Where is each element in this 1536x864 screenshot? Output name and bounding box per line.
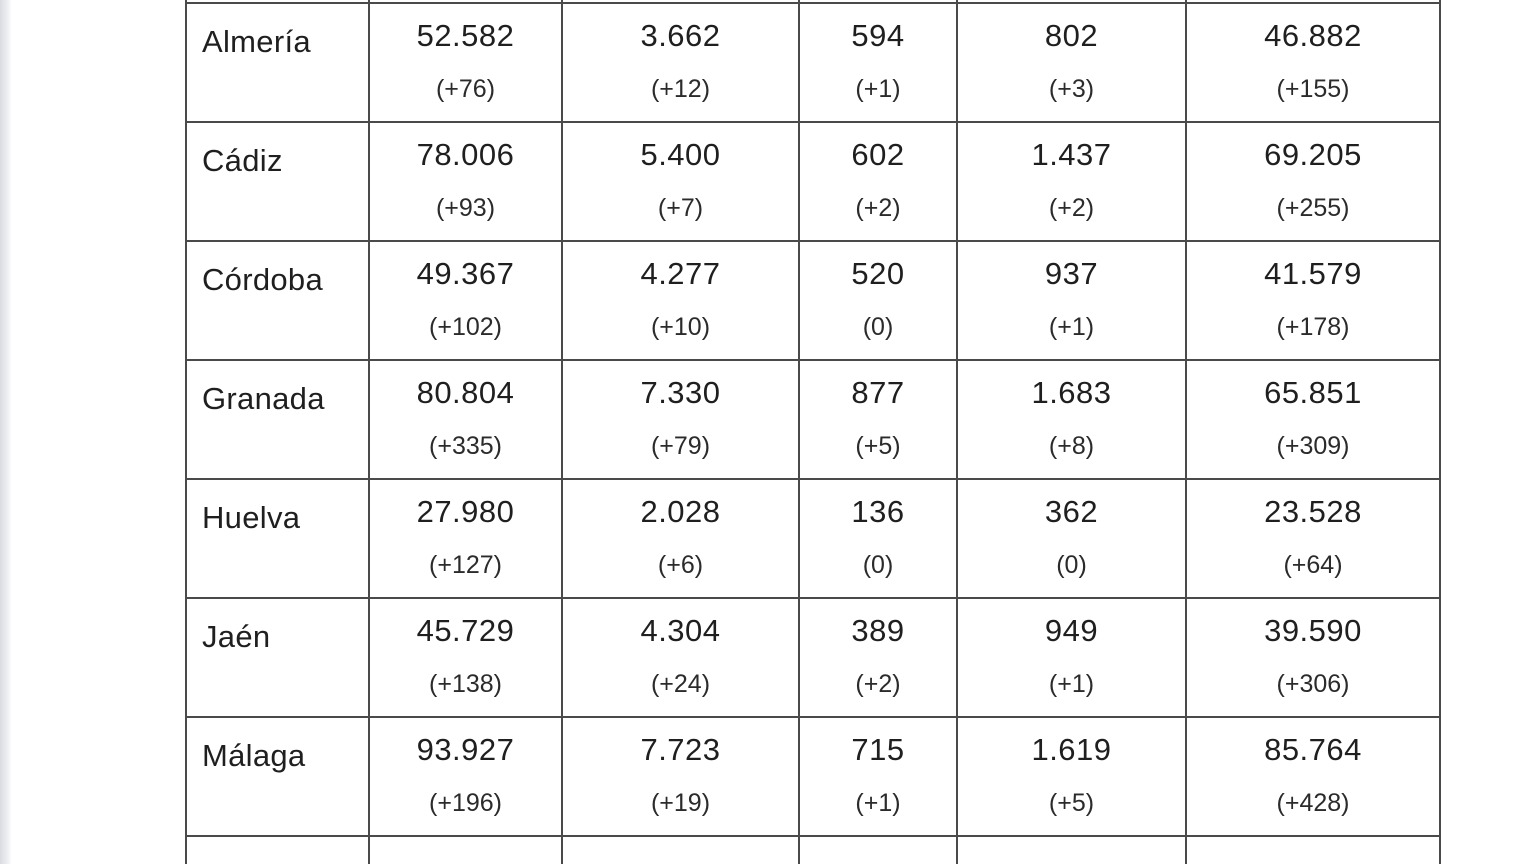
province-cell: [186, 3, 369, 122]
province-cell: [186, 598, 369, 717]
cell-value: 45.729: [416, 613, 515, 648]
table-row: [186, 717, 1440, 836]
cell-value: 136: [851, 494, 905, 529]
cell-value: 27.980: [416, 494, 515, 529]
value-cell: [562, 717, 799, 836]
cell-value: 80.804: [416, 375, 515, 410]
province-name: Jaén: [202, 619, 271, 654]
cell-delta: (+64): [1283, 551, 1343, 579]
value-cell: [562, 3, 799, 122]
value-cell: [562, 836, 799, 864]
cell-delta: (+1): [1048, 313, 1095, 341]
value-cell: [957, 479, 1186, 598]
table-row: [186, 836, 1440, 864]
cell-value: 594: [851, 18, 905, 53]
value-cell: [369, 122, 562, 241]
cell-value: 715: [851, 732, 905, 767]
cell-value: 85.764: [1264, 732, 1362, 767]
cell-delta: (+138): [429, 670, 502, 698]
province-name: Huelva: [202, 500, 301, 535]
province-cell: [186, 241, 369, 360]
cell-value: [800, 837, 956, 851]
value-cell: [1186, 3, 1440, 122]
cell-delta: (0): [862, 313, 894, 341]
value-cell: [1186, 360, 1440, 479]
cell-delta: (+1): [1048, 670, 1095, 698]
value-cell: [957, 836, 1186, 864]
cell-value: 602: [851, 137, 905, 172]
cell-value: 2.028: [640, 494, 721, 529]
cell-value: 1.683: [1031, 375, 1112, 410]
cell-delta: (+335): [429, 432, 502, 460]
data-table-container: [185, 0, 1439, 864]
value-cell: [799, 360, 957, 479]
province-cell: [186, 717, 369, 836]
cell-delta: (+5): [1048, 789, 1095, 817]
cell-value: 802: [1044, 18, 1099, 53]
value-cell: [957, 241, 1186, 360]
value-cell: [799, 3, 957, 122]
cell-value: 41.579: [1264, 256, 1362, 291]
cell-value: 389: [851, 613, 905, 648]
cell-value: 69.205: [1264, 137, 1362, 172]
value-cell: [562, 122, 799, 241]
cell-delta: [1187, 851, 1439, 864]
cell-delta: (+2): [1048, 194, 1095, 222]
cell-value: [958, 837, 1185, 851]
cell-delta: (0): [862, 551, 894, 579]
value-cell: [562, 241, 799, 360]
value-cell: [799, 598, 957, 717]
cell-value: 39.590: [1264, 613, 1362, 648]
table-body: [186, 0, 1440, 864]
cell-value: 52.582: [416, 18, 515, 53]
cell-delta: (+19): [650, 789, 711, 817]
value-cell: [799, 122, 957, 241]
value-cell: [799, 241, 957, 360]
province-name: Málaga: [202, 738, 306, 773]
province-name: Cádiz: [202, 143, 283, 178]
table-row: [186, 360, 1440, 479]
province-name: Almería: [202, 24, 311, 59]
cell-value: 46.882: [1264, 18, 1362, 53]
table-row: [186, 479, 1440, 598]
cell-delta: (+428): [1276, 789, 1350, 817]
cell-delta: (+306): [1276, 670, 1350, 698]
cell-delta: [370, 851, 561, 864]
cell-delta: (+255): [1276, 194, 1350, 222]
cell-delta: (+79): [650, 432, 711, 460]
cell-value: [563, 837, 798, 851]
cell-value: 78.006: [416, 137, 515, 172]
cell-delta: (+1): [855, 789, 901, 817]
cell-delta: (+2): [855, 194, 901, 222]
value-cell: [1186, 479, 1440, 598]
table-row: [186, 241, 1440, 360]
cell-value: 4.277: [640, 256, 721, 291]
value-cell: [369, 836, 562, 864]
value-cell: [1186, 836, 1440, 864]
cell-delta: (+12): [650, 75, 711, 103]
cell-delta: (+8): [1048, 432, 1095, 460]
value-cell: [369, 360, 562, 479]
cell-value: 7.330: [640, 375, 721, 410]
cell-delta: (+102): [429, 313, 502, 341]
page-edge-shadow: [0, 0, 12, 864]
cell-delta: (+155): [1276, 75, 1350, 103]
cell-value: [1187, 837, 1439, 851]
cell-value: 7.723: [640, 732, 721, 767]
cell-value: 65.851: [1264, 375, 1362, 410]
table-row: [186, 598, 1440, 717]
cell-value: 93.927: [416, 732, 515, 767]
value-cell: [1186, 122, 1440, 241]
table-row: [186, 3, 1440, 122]
cell-delta: (+127): [429, 551, 502, 579]
province-data-table: [185, 0, 1441, 864]
cell-value: 49.367: [416, 256, 515, 291]
cell-value: 362: [1044, 494, 1099, 529]
value-cell: [799, 836, 957, 864]
cell-delta: (+7): [657, 194, 704, 222]
province-cell: [186, 122, 369, 241]
value-cell: [957, 122, 1186, 241]
cell-value: 1.437: [1031, 137, 1112, 172]
value-cell: [957, 3, 1186, 122]
cell-value: 1.619: [1031, 732, 1112, 767]
cell-delta: (0): [1056, 551, 1087, 579]
cell-delta: (+2): [855, 670, 901, 698]
value-cell: [562, 360, 799, 479]
cell-delta: [563, 851, 798, 864]
value-cell: [369, 241, 562, 360]
table-row: [186, 122, 1440, 241]
cell-delta: (+93): [435, 194, 496, 222]
value-cell: [562, 479, 799, 598]
cell-delta: (+3): [1048, 75, 1095, 103]
cell-value: 937: [1044, 256, 1099, 291]
province-cell: [186, 360, 369, 479]
cell-value: 4.304: [640, 613, 721, 648]
cell-delta: (+6): [657, 551, 704, 579]
cell-delta: (+24): [650, 670, 711, 698]
value-cell: [799, 479, 957, 598]
cell-delta: (+309): [1276, 432, 1350, 460]
cell-delta: [958, 851, 1185, 864]
province-name: [187, 837, 368, 857]
value-cell: [369, 598, 562, 717]
province-cell: [186, 479, 369, 598]
cell-delta: (+1): [855, 75, 901, 103]
cell-value: [370, 837, 561, 851]
value-cell: [957, 360, 1186, 479]
value-cell: [369, 479, 562, 598]
cell-value: 520: [851, 256, 905, 291]
value-cell: [1186, 717, 1440, 836]
value-cell: [369, 3, 562, 122]
cell-delta: (+178): [1276, 313, 1350, 341]
cell-value: 5.400: [640, 137, 721, 172]
cell-value: 949: [1044, 613, 1099, 648]
cell-value: 877: [851, 375, 905, 410]
province-name: Granada: [202, 381, 325, 416]
province-cell: [186, 836, 369, 864]
value-cell: [1186, 241, 1440, 360]
value-cell: [562, 598, 799, 717]
cell-delta: (+76): [435, 75, 496, 103]
cell-value: 3.662: [640, 18, 721, 53]
value-cell: [957, 598, 1186, 717]
cell-delta: (+10): [650, 313, 711, 341]
province-name: Córdoba: [202, 262, 324, 297]
cell-value: 23.528: [1264, 494, 1362, 529]
cell-delta: (+196): [429, 789, 502, 817]
value-cell: [957, 717, 1186, 836]
cell-delta: (+5): [855, 432, 901, 460]
cell-delta: [800, 851, 956, 864]
value-cell: [799, 717, 957, 836]
value-cell: [1186, 598, 1440, 717]
value-cell: [369, 717, 562, 836]
